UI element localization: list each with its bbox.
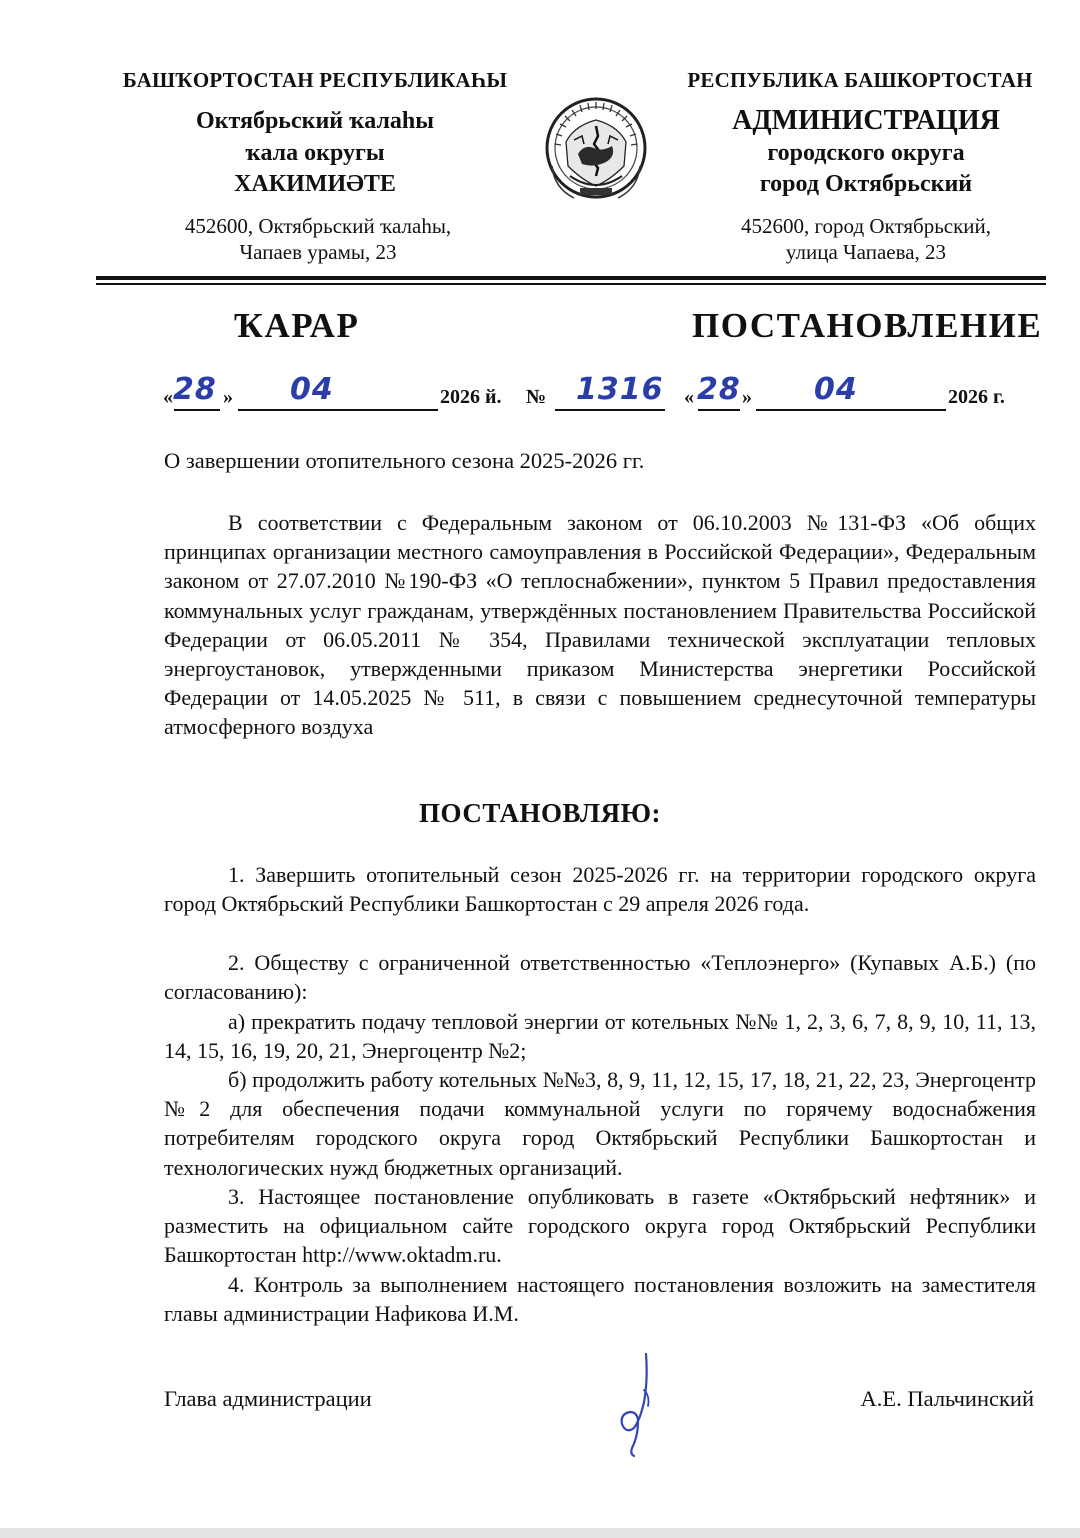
item-1: 1. Завершить отопительный сезон 2025-2026 гг. на территории городского округа город Октябрьский Республики Башкортостан с 29 апреля 2026 года. (164, 862, 1036, 917)
signatory-name: А.Е. Пальчинский (860, 1386, 1034, 1411)
item-3: 3. Настоящее постановление опубликовать в газете «Октябрьский нефтяник» и разместить на официальном сайте городского округа город Октябрьский Республики Башкортостан http://www.oktadm.ru. (164, 1184, 1036, 1268)
decree-heading: ПОСТАНОВЛЯЮ: (419, 798, 661, 828)
header-right-org-line1: АДМИНИСТРАЦИЯ (732, 105, 1000, 136)
header-right-republic: РЕСПУБЛИКА БАШКОРТОСТАН (687, 68, 1033, 92)
quote-open-right: « (684, 386, 694, 408)
header-left-address-line2: Чапаев урамы, 23 (239, 240, 397, 264)
item-2b: б) продолжить работу котельных №№3, 8, 9, 11, 12, 15, 17, 18, 21, 22, 23, Энергоцентр №2 для обеспечения подачи коммунальной услуги по горячему водоснабжения потребителям городского округа город Октябрьский Республики Башкортостан и технологических нужд бюджетных организаций. (164, 1067, 1036, 1180)
header-right-address-line2: улица Чапаева, 23 (785, 240, 947, 264)
number-underline (555, 409, 665, 411)
header-left-address-line1: 452600, Октябрьский ҡалаһы, (184, 214, 452, 238)
handwritten-document-number: 1316 (576, 372, 664, 407)
day-underline-left (174, 409, 220, 411)
quote-open-left: « (163, 386, 173, 408)
month-underline-right (756, 409, 946, 411)
date-number-line (0, 372, 1080, 418)
handwritten-signature-icon (604, 1350, 664, 1460)
header-left-org-line1: Октябрьский ҡалаһы (195, 108, 435, 134)
header-rule-thin (96, 283, 1046, 285)
header-rule-thick (96, 276, 1046, 280)
year-suffix-left: 2026 й. (440, 386, 502, 408)
item-2: 2. Обществу с ограниченной ответственностью «Теплоэнерго» (Купавых А.Б.) (по согласованию): (164, 950, 1036, 1005)
header-right-org-line2: городского округа (767, 140, 965, 166)
handwritten-day-right: 28 (697, 372, 741, 407)
handwritten-day-left: 28 (173, 372, 217, 407)
item-4: 4. Контроль за выполнением настоящего постановления возложить на заместителя главы администрации Нафикова И.М. (164, 1272, 1036, 1327)
doc-type-karar: ҠАРАР (234, 306, 360, 345)
signatory-position: Глава администрации (164, 1386, 372, 1411)
header-right-org-line3: город Октябрьский (759, 171, 973, 197)
quote-close-left: » (223, 386, 233, 408)
handwritten-month-left: 04 (290, 372, 334, 407)
number-sign: № (526, 386, 547, 408)
page-bottom-edge (0, 1528, 1080, 1538)
header-left-org-line2: ҡала округы (245, 140, 385, 166)
month-underline-left (238, 409, 438, 411)
doc-type-postanovlenie: ПОСТАНОВЛЕНИЕ (692, 306, 1043, 345)
item-2a: а) прекратить подачу тепловой энергии от котельных №№ 1, 2, 3, 6, 7, 8, 9, 10, 11, 13, 14, 15, 16, 19, 20, 21, Энергоцентр №2; (164, 1009, 1036, 1064)
header-right-address-line1: 452600, город Октябрьский, (740, 214, 992, 238)
quote-close-right: » (742, 386, 752, 408)
bashkortostan-coat-of-arms-icon (544, 96, 648, 204)
preamble-paragraph: В соответствии с Федеральным законом от 06.10.2003 №131-ФЗ «Об общих принципах организации местного самоуправления в Российской Федерации», Федеральным законом от 27.07.2010 №190-ФЗ «О теплоснабжении», пунктом 5 Правил предоставления коммунальных услуг гражданам, утверждённых постановлением Правительства Российской Федерации от 06.05.2011 № 354, Правилами технической эксплуатации тепловых энергоустановок, утвержденными приказом Министерства энергетики Российской Федерации от 14.05.2025 № 511, в связи с повышением среднесуточной температуры атмосферного воздуха (164, 510, 1036, 740)
document-title: О завершении отопительного сезона 2025-2026 гг. (164, 448, 645, 473)
year-suffix-right: 2026 г. (948, 386, 1005, 408)
day-underline-right (698, 409, 740, 411)
header-left-org-line3: ХАКИМИӘТЕ (234, 171, 396, 197)
header-left-republic: БАШҠОРТОСТАН РЕСПУБЛИКАҺЫ (122, 68, 508, 92)
handwritten-month-right: 04 (814, 372, 858, 407)
